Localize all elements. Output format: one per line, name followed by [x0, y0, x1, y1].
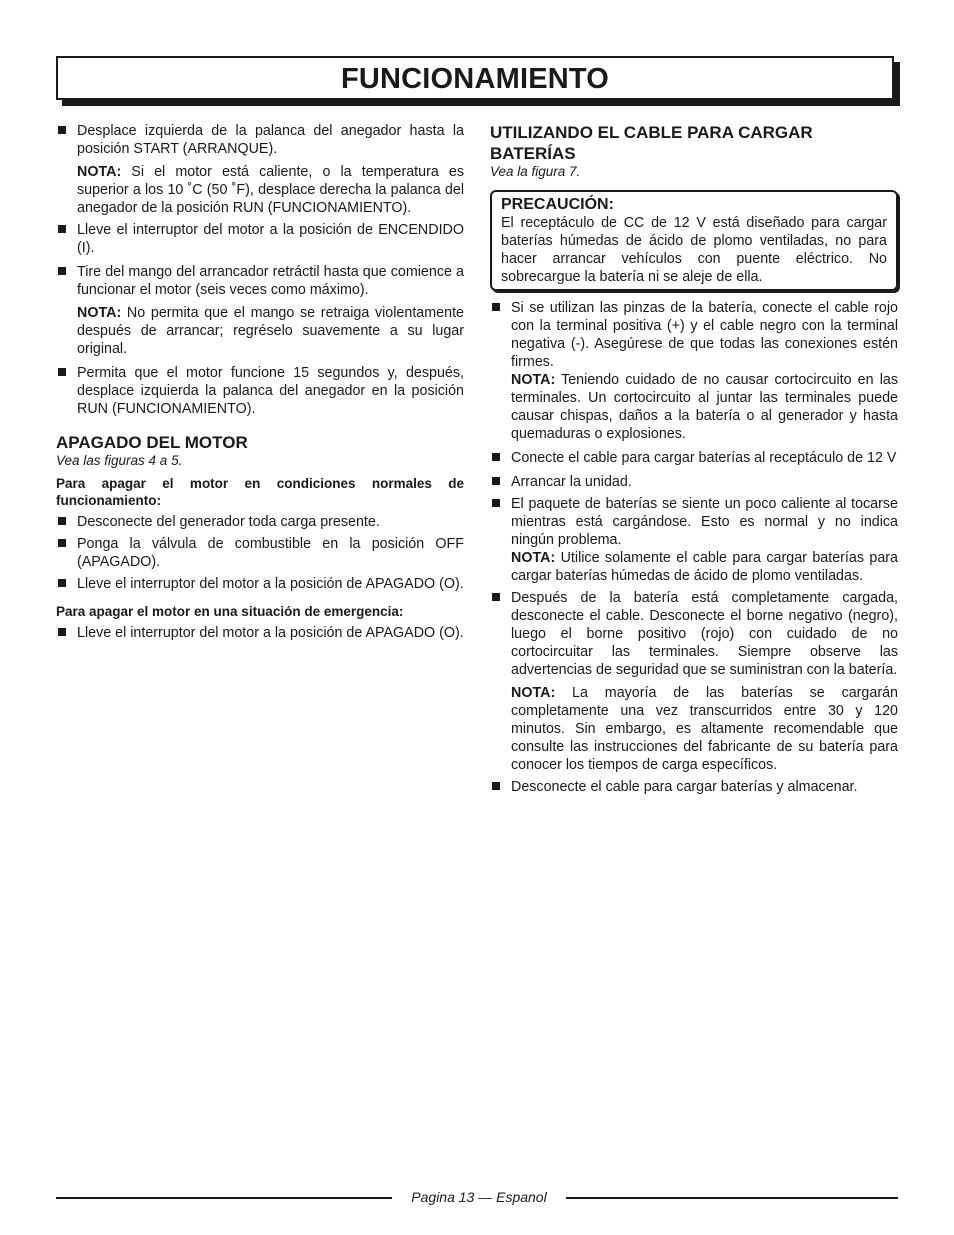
- subheading-normal: Para apagar el motor en condiciones normales de funcionamiento:: [56, 476, 464, 508]
- list-item: Lleve el interruptor del motor a la posición de APAGADO (O).: [56, 624, 464, 642]
- list-item: Conecte el cable para cargar baterías al receptáculo de 12 V: [490, 449, 898, 467]
- page-footer: [56, 1186, 898, 1208]
- bullet-square-icon: [58, 517, 66, 525]
- list-item: Después de la batería está completamente cargada, desconecte el cable. Desconecte el borne negativo (negro), luego el borne positivo (rojo) con cuidado de no cortocircuitar las terminales. Siempre observe las advertencias de seguridad que se suministran con la batería.: [490, 589, 898, 679]
- bullet-square-icon: [58, 628, 66, 636]
- page-title: FUNCIONAMIENTO: [340, 63, 610, 95]
- bullet-square-icon: [58, 225, 66, 233]
- bullet-square-icon: [58, 539, 66, 547]
- list-item: Si se utilizan las pinzas de la batería, conecte el cable rojo con la terminal positiva (+) y el cable negro con la terminal negativa (-). Asegúrese de que todas las conexiones estén firmes. NOTA: Teniendo cuidado de no causar cortocircuito en las terminales. Un cortocircuito al juntar las terminales puede causar chispas, daños a la batería o al generador y hasta quemaduras o explosiones.: [490, 299, 898, 443]
- list-item: Lleve el interruptor del motor a la posición de APAGADO (O).: [56, 575, 464, 593]
- list-item: El paquete de baterías se siente un poco caliente al tocarse mientras está cargándose. Esto es normal y no indica ningún problema. NOTA: Utilice solamente el cable para cargar baterías para cargar baterías húmedas de ácido de plomo ventiladas.: [490, 495, 898, 585]
- section-heading-cable: UTILIZANDO EL CABLE PARA CARGAR BATERÍAS: [490, 123, 813, 163]
- footer-rule-left: [56, 1197, 392, 1199]
- caution-text: El receptáculo de CC de 12 V está diseñado para cargar baterías húmedas de ácido de plomo ventiladas, no para hacer arrancar vehículos con puente eléctrico. No sobrecargue la batería ni se aleje de ella.: [501, 215, 887, 285]
- list-item: Desplace izquierda de la palanca del anegador hasta la posición START (ARRANQUE).: [56, 122, 464, 158]
- bullet-square-icon: [492, 453, 500, 461]
- page-title-box: [56, 56, 894, 100]
- caution-box: [490, 190, 898, 291]
- left-column: [56, 122, 464, 646]
- note: NOTA: No permita que el mango se retraiga violentamente después de arrancar; regréselo suavemente a su lugar original.: [77, 305, 464, 357]
- bullet-square-icon: [492, 477, 500, 485]
- list-item: Arrancar la unidad.: [490, 473, 898, 491]
- note-label: NOTA:: [77, 164, 122, 180]
- note: NOTA: Utilice solamente el cable para cargar baterías para cargar baterías húmedas de ácido de plomo ventiladas.: [511, 550, 898, 584]
- list-item: Lleve el interruptor del motor a la posición de ENCENDIDO (I).: [56, 221, 464, 257]
- bullet-square-icon: [492, 782, 500, 790]
- list-item: Desconecte el cable para cargar baterías y almacenar.: [490, 778, 898, 796]
- figure-reference: Vea la figura 7.: [490, 164, 581, 179]
- note-label: NOTA:: [511, 685, 556, 701]
- bullet-square-icon: [58, 126, 66, 134]
- note: NOTA: Teniendo cuidado de no causar cortocircuito en las terminales. Un cortocircuito al juntar las terminales puede causar chispas, daños a la batería o al generador y hasta quemaduras o explosiones.: [511, 372, 898, 442]
- note-label: NOTA:: [511, 550, 556, 566]
- list-item: Ponga la válvula de combustible en la posición OFF (APAGADO).: [56, 535, 464, 571]
- footer-rule-right: [566, 1197, 898, 1199]
- list-item: Tire del mango del arrancador retráctil hasta que comience a funcionar el motor (seis veces como máximo).: [56, 263, 464, 299]
- right-column: [490, 122, 898, 800]
- bullet-square-icon: [492, 499, 500, 507]
- bullet-square-icon: [58, 368, 66, 376]
- list-item: Permita que el motor funcione 15 segundos y, después, desplace izquierda la palanca del anegador en la posición RUN (FUNCIONAMIENTO).: [56, 364, 464, 418]
- note-label: NOTA:: [511, 372, 556, 388]
- note-label: NOTA:: [77, 305, 122, 321]
- page-number: Pagina 13 — Espanol: [411, 1189, 547, 1205]
- subheading-emergency: Para apagar el motor en una situación de emergencia:: [56, 604, 404, 619]
- figure-reference: Vea las figuras 4 a 5.: [56, 453, 183, 468]
- bullet-square-icon: [58, 579, 66, 587]
- note: NOTA: La mayoría de las baterías se cargarán completamente una vez transcurridos entre 30 y 120 minutos. Sin embargo, es altamente recomendable que consulte las instrucciones del fabricante de su batería para conocer los tiempos de carga específicos.: [511, 685, 898, 773]
- bullet-square-icon: [492, 593, 500, 601]
- bullet-square-icon: [492, 303, 500, 311]
- note: NOTA: Si el motor está caliente, o la temperatura es superior a los 10 ˚C (50 ˚F), desplace derecha la palanca del anegador de la posición RUN (FUNCIONAMIENTO).: [77, 164, 464, 216]
- section-heading-apagado: APAGADO DEL MOTOR: [56, 433, 248, 452]
- caution-title: PRECAUCIÓN:: [501, 196, 614, 213]
- list-item: Desconecte del generador toda carga presente.: [56, 513, 464, 531]
- bullet-square-icon: [58, 267, 66, 275]
